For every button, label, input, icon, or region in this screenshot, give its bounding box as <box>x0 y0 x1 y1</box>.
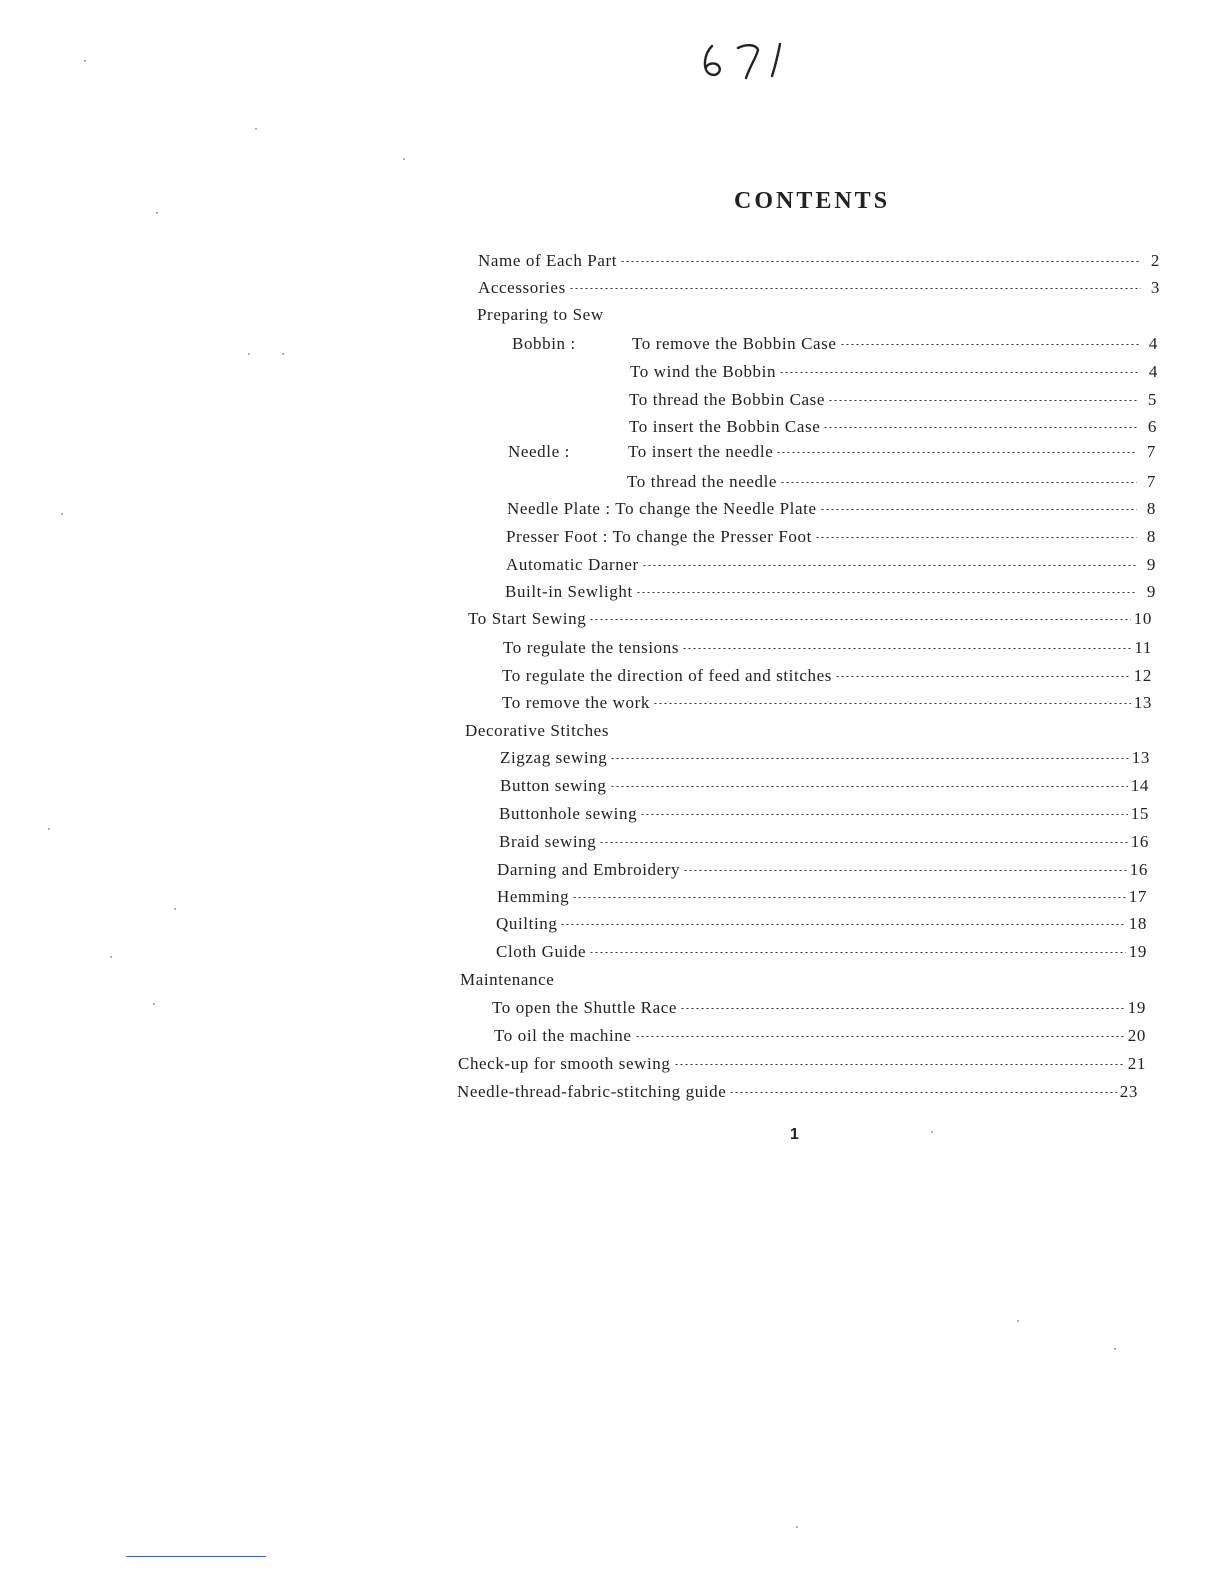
toc-entry <box>496 914 1147 938</box>
dot-leader <box>828 400 1138 401</box>
toc-entry-page: 9 <box>1146 555 1156 574</box>
scan-speck <box>931 1131 933 1133</box>
toc-entry-page: 23 <box>1119 1082 1138 1101</box>
scan-speck <box>1114 1348 1116 1350</box>
toc-entry <box>496 942 1147 966</box>
dot-leader <box>610 758 1128 759</box>
toc-entry <box>499 804 1149 828</box>
dot-leader <box>683 870 1127 871</box>
toc-entry <box>507 499 1156 523</box>
toc-entry <box>629 417 1157 441</box>
toc-entry <box>630 362 1158 386</box>
toc-entry-label: Needle Plate : To change the Needle Plate <box>507 499 817 518</box>
scan-speck <box>403 158 405 160</box>
toc-entry <box>627 472 1156 496</box>
toc-entry-label: Check-up for smooth sewing <box>458 1054 671 1073</box>
scan-speck <box>110 956 112 958</box>
dot-leader <box>642 565 1137 566</box>
toc-entry <box>502 666 1152 690</box>
toc-entry-prefix: Bobbin : <box>512 334 576 353</box>
toc-entry-page: 17 <box>1128 887 1147 906</box>
dot-leader <box>620 261 1141 262</box>
toc-entry <box>629 390 1157 414</box>
scan-speck <box>255 128 257 130</box>
toc-entry-label: To open the Shuttle Race <box>492 998 678 1017</box>
scan-speck <box>796 1526 798 1528</box>
toc-entry <box>508 442 1156 466</box>
toc-entry-label: To wind the Bobbin <box>630 362 777 381</box>
dot-leader <box>840 344 1139 345</box>
dot-leader <box>569 288 1141 289</box>
toc-entry-page: 20 <box>1127 1026 1146 1045</box>
scan-speck <box>1017 1320 1019 1322</box>
toc-entry-prefix: Needle : <box>508 442 570 461</box>
toc-entry-label: To remove the work <box>502 693 650 712</box>
toc-entry-label: Presser Foot : To change the Presser Foot <box>506 527 812 546</box>
toc-entry <box>500 748 1150 772</box>
toc-entry-page: 6 <box>1147 417 1157 436</box>
toc-entry-label: To Start Sewing <box>468 609 587 628</box>
dot-leader <box>653 703 1131 704</box>
dot-leader <box>779 372 1139 373</box>
dot-leader <box>589 619 1130 620</box>
toc-entry-label: Hemming <box>497 887 570 906</box>
toc-entry-label: To thread the needle <box>627 472 778 491</box>
toc-entry <box>494 1026 1146 1050</box>
toc-entry-page: 7 <box>1146 472 1156 491</box>
toc-entry-page: 19 <box>1128 942 1147 961</box>
dot-leader <box>610 786 1128 787</box>
page-title: CONTENTS <box>734 188 891 214</box>
toc-entry-label: Quilting <box>496 914 558 933</box>
toc-entry-label: Needle-thread-fabric-stitching guide <box>457 1082 727 1101</box>
toc-entry-page: 11 <box>1134 638 1152 657</box>
toc-entry-page: 18 <box>1128 914 1147 933</box>
dot-leader <box>635 1036 1125 1037</box>
toc-entry-page: 16 <box>1130 832 1149 851</box>
toc-entry <box>478 278 1160 302</box>
toc-entry-page: 2 <box>1150 251 1160 270</box>
toc-entry <box>497 860 1148 884</box>
toc-entry <box>492 998 1146 1022</box>
toc-entry-page: 9 <box>1146 582 1156 601</box>
toc-entry-label: Zigzag sewing <box>500 748 608 767</box>
scan-speck <box>61 513 63 515</box>
toc-entry-page: 16 <box>1129 860 1148 879</box>
toc-entry-page: 7 <box>1146 442 1156 461</box>
toc-entry <box>497 887 1147 911</box>
toc-entry-label: Cloth Guide <box>496 942 587 961</box>
toc-entry <box>500 776 1149 800</box>
toc-entry <box>512 334 1158 358</box>
toc-entry-page: 19 <box>1127 998 1146 1017</box>
dot-leader <box>820 509 1137 510</box>
toc-entry-page: 14 <box>1130 776 1149 795</box>
toc-entry-label: Braid sewing <box>499 832 597 851</box>
toc-entry <box>457 1082 1138 1106</box>
dot-leader <box>729 1092 1116 1093</box>
toc-entry-page: 4 <box>1148 334 1158 353</box>
toc-section-heading: Maintenance <box>460 970 555 989</box>
toc-entry-page: 15 <box>1130 804 1149 823</box>
toc-entry-page: 12 <box>1133 666 1152 685</box>
scan-speck <box>153 1003 155 1005</box>
toc-entry <box>458 1054 1146 1078</box>
dot-leader <box>599 842 1127 843</box>
toc-entry-label: Name of Each Part <box>478 251 618 270</box>
toc-entry-label: Buttonhole sewing <box>499 804 638 823</box>
page-number: 1 <box>790 1126 799 1143</box>
toc-entry-label: To regulate the tensions <box>503 638 680 657</box>
dot-leader <box>835 676 1131 677</box>
toc-entry-label: Automatic Darner <box>506 555 639 574</box>
dot-leader <box>589 952 1126 953</box>
dot-leader <box>636 592 1137 593</box>
dot-leader <box>776 452 1137 453</box>
toc-entry-label: To insert the Bobbin Case <box>629 417 821 436</box>
dot-leader <box>682 648 1131 649</box>
dot-leader <box>640 814 1128 815</box>
toc-entry-label: To regulate the direction of feed and stitches <box>502 666 832 685</box>
toc-entry-label: To remove the Bobbin Case <box>632 334 837 353</box>
dot-leader <box>560 924 1125 925</box>
dot-leader <box>815 537 1137 538</box>
scan-speck <box>248 353 250 355</box>
link-underline[interactable] <box>126 1556 266 1557</box>
toc-entry-page: 13 <box>1133 693 1152 712</box>
toc-entry <box>505 582 1156 606</box>
toc-entry <box>506 555 1156 579</box>
dot-leader <box>572 897 1126 898</box>
dot-leader <box>823 427 1138 428</box>
scan-speck <box>84 60 86 62</box>
toc-entry-label: Darning and Embroidery <box>497 860 681 879</box>
dot-leader <box>680 1008 1125 1009</box>
toc-entry-label: Built-in Sewlight <box>505 582 633 601</box>
toc-entry-label: Accessories <box>478 278 566 297</box>
dot-leader <box>780 482 1137 483</box>
toc-entry-page: 21 <box>1127 1054 1146 1073</box>
scan-speck <box>174 908 176 910</box>
toc-entry-page: 3 <box>1150 278 1160 297</box>
dot-leader <box>674 1064 1125 1065</box>
toc-section-heading: Decorative Stitches <box>465 721 610 740</box>
toc-entry-label: To thread the Bobbin Case <box>629 390 826 409</box>
toc-entry-page: 13 <box>1131 748 1150 767</box>
toc-entry <box>499 832 1149 856</box>
scan-speck <box>282 353 284 355</box>
toc-entry <box>506 527 1156 551</box>
toc-entry-page: 4 <box>1148 362 1158 381</box>
toc-entry-page: 10 <box>1133 609 1152 628</box>
toc-entry <box>468 609 1152 633</box>
toc-entry-label: To insert the needle <box>628 442 774 461</box>
toc-entry-page: 8 <box>1146 499 1156 518</box>
toc-entry <box>478 251 1160 275</box>
toc-entry <box>503 638 1152 662</box>
toc-section-heading: Preparing to Sew <box>477 305 604 324</box>
toc-entry-label: Button sewing <box>500 776 607 795</box>
toc-entry-page: 5 <box>1147 390 1157 409</box>
toc-entry <box>502 693 1152 717</box>
scan-speck <box>156 212 158 214</box>
toc-entry-page: 8 <box>1146 527 1156 546</box>
scan-speck <box>48 828 50 830</box>
toc-entry-label: To oil the machine <box>494 1026 632 1045</box>
